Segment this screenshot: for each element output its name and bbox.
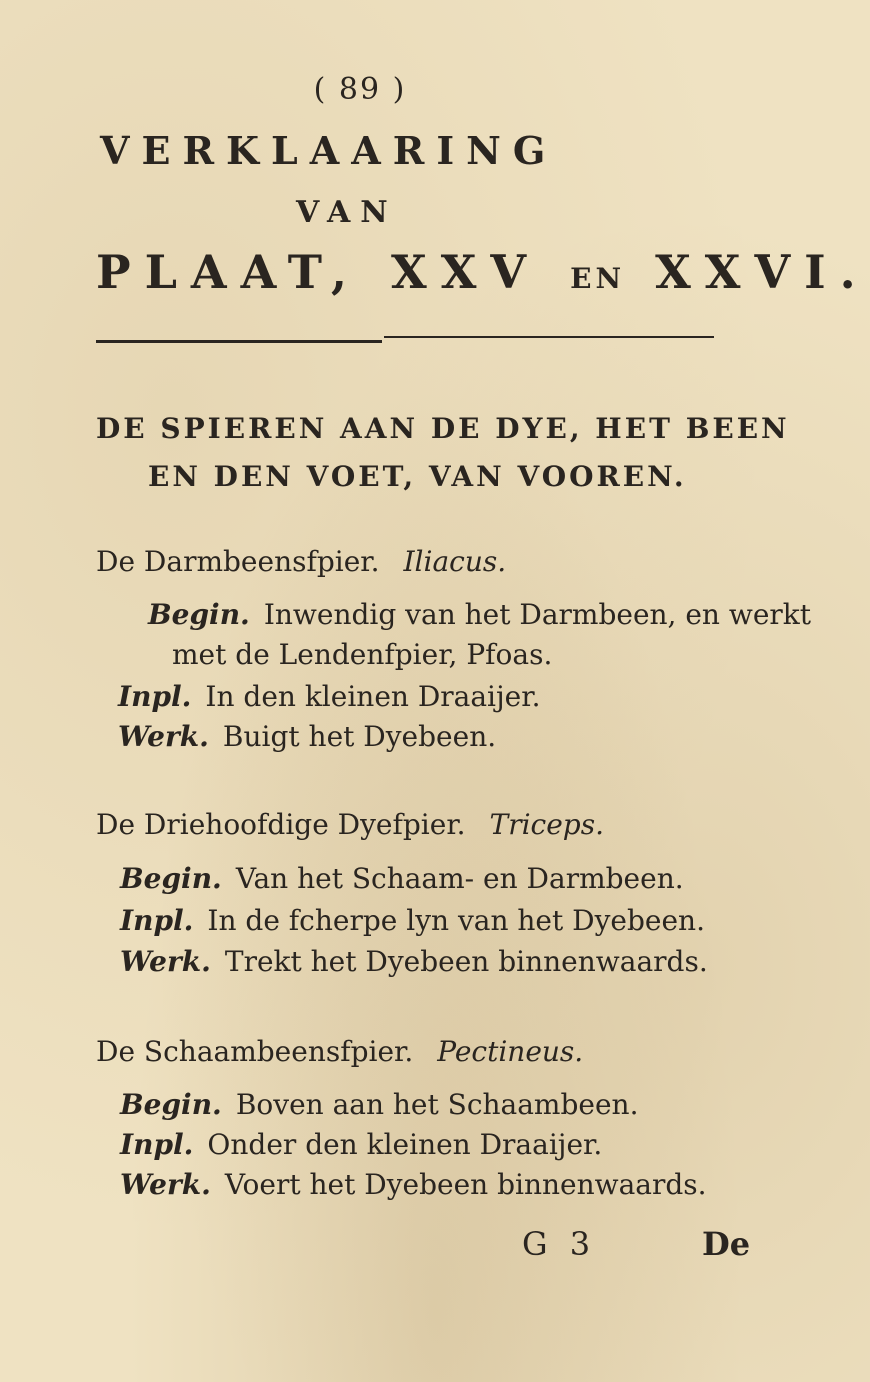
begin-label: Begin. <box>120 862 222 895</box>
begin-label: Begin. <box>148 598 250 631</box>
werk-label: Werk. <box>118 720 209 753</box>
title-en: EN <box>570 262 626 295</box>
title-roman-26: XXVI. <box>655 245 870 299</box>
begin-label: Begin. <box>120 1088 222 1121</box>
werk-label: Werk. <box>120 1168 211 1201</box>
inpl-line <box>120 904 705 937</box>
signature-mark: G 3 <box>522 1225 597 1263</box>
page-number: ( 89 ) <box>313 72 407 107</box>
werk-text: Voert het Dyebeen binnenwaards. <box>224 1168 707 1201</box>
muscle-latin-name: Iliacus. <box>403 545 507 578</box>
begin-continuation: met de Lendenfpier, Pfoas. <box>172 638 553 671</box>
inpl-label: Inpl. <box>120 1128 194 1161</box>
section-title-line-1: DE SPIEREN AAN DE DYE, HET BEEN <box>96 412 790 445</box>
werk-line <box>118 720 496 753</box>
section-title-line-2: EN DEN VOET, VAN VOOREN. <box>148 460 687 493</box>
title-plaat <box>96 245 870 299</box>
werk-text: Buigt het Dyebeen. <box>222 720 497 753</box>
muscle-latin-name: Triceps. <box>489 808 604 841</box>
begin-line <box>148 598 811 631</box>
muscle-dutch-name: De Schaambeensfpier. <box>96 1035 414 1068</box>
begin-text: Van het Schaam- en Darmbeen. <box>235 862 684 895</box>
inpl-label: Inpl. <box>118 680 192 713</box>
inpl-line <box>118 680 540 713</box>
muscle-dutch-name: De Driehoofdige Dyefpier. <box>96 808 466 841</box>
catchword: De <box>702 1225 751 1263</box>
begin-text: Boven aan het Schaambeen. <box>235 1088 639 1121</box>
divider-rule-left <box>96 340 382 343</box>
inpl-text: In de fcherpe lyn van het Dyebeen. <box>207 904 705 937</box>
inpl-text: Onder den kleinen Draaijer. <box>207 1128 603 1161</box>
muscle-latin-name: Pectineus. <box>437 1035 584 1068</box>
inpl-label: Inpl. <box>120 904 194 937</box>
inpl-text: In den kleinen Draaijer. <box>205 680 541 713</box>
muscle-name <box>96 1035 583 1068</box>
title-van: VAN <box>296 195 398 230</box>
inpl-line <box>120 1128 602 1161</box>
begin-line <box>120 1088 638 1121</box>
begin-line <box>120 862 684 895</box>
muscle-name <box>96 808 604 841</box>
muscle-dutch-name: De Darmbeensfpier. <box>96 545 380 578</box>
title-plaat-word: PLAAT, <box>96 245 361 299</box>
werk-text: Trekt het Dyebeen binnenwaards. <box>224 945 708 978</box>
divider-rule-right <box>384 336 714 338</box>
werk-label: Werk. <box>120 945 211 978</box>
begin-text: Inwendig van het Darmbeen, en werkt <box>263 598 812 631</box>
muscle-name <box>96 545 506 578</box>
title-verklaaring: VERKLAARING <box>100 128 558 173</box>
title-roman-25: XXV <box>391 245 541 299</box>
werk-line <box>120 1168 707 1201</box>
werk-line <box>120 945 708 978</box>
